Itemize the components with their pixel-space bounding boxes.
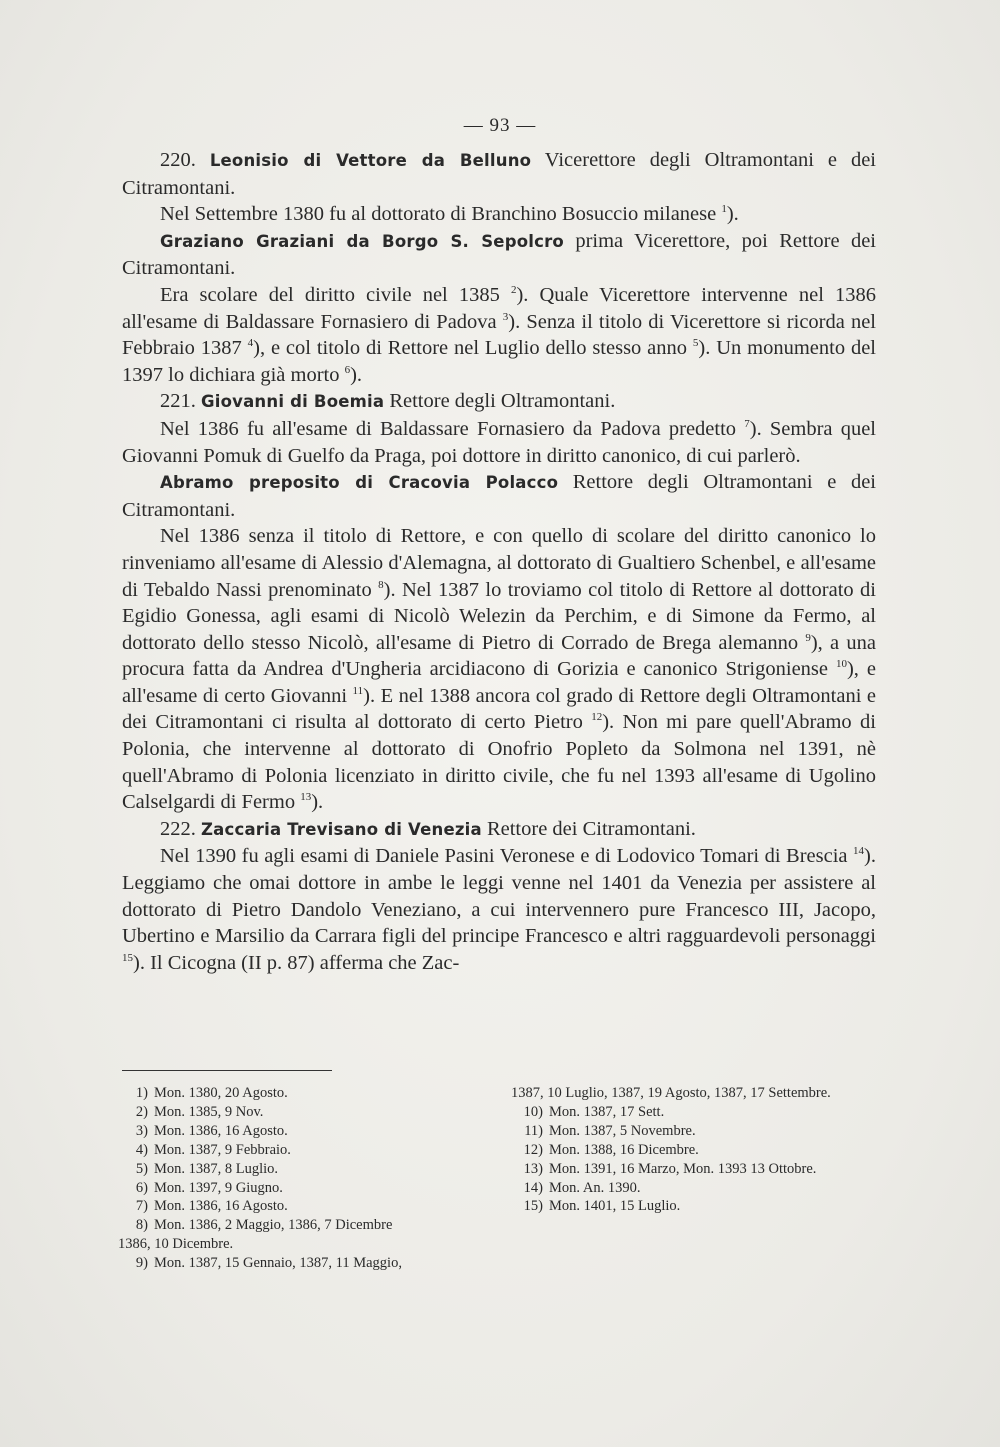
paragraph bbox=[122, 147, 876, 201]
paragraph-text: ). bbox=[726, 203, 739, 226]
paragraph-text: Rettore dei Citramontani. bbox=[481, 817, 696, 840]
footnote-number: 8) bbox=[135, 1217, 148, 1234]
paragraph-text: ). bbox=[350, 363, 363, 386]
body-text bbox=[122, 147, 876, 976]
footnote-number: 7) bbox=[135, 1198, 148, 1215]
footnote-ref: 6 bbox=[344, 363, 351, 376]
footnote-ref: 15 bbox=[122, 951, 133, 964]
paragraph-text: Nel 1386 senza il titolo di Rettore, e con quello di scolare del diritto canonico lo rinveniamo all'esame di Alessio d'Alemagna, al dottorato di Gualtiero Schenbel, e all'esame di Tebaldo Nassi prenominato bbox=[122, 525, 876, 601]
footnote-text: Mon. 1387, 9 Febbraio. bbox=[154, 1141, 291, 1158]
paragraph bbox=[122, 843, 876, 976]
paragraph-text: ), a una procura fatta da Andrea d'Ungheria arcidiacono di Gorizia e canonico Strigoniense bbox=[122, 631, 876, 681]
paragraph-text: ). E nel 1388 ancora col grado di Rettore degli Oltramontani e dei Citramontani ci risulta al dottorato di certo Pietro bbox=[122, 684, 876, 734]
footnote-number: 9) bbox=[135, 1255, 148, 1272]
paragraph-text: Nel 1390 fu agli esami di Daniele Pasini Veronese e di Lodovico Tomari di Brescia bbox=[160, 845, 854, 868]
footnote-text: Mon. 1391, 16 Marzo, Mon. 1393 13 Ottobre. bbox=[549, 1160, 817, 1177]
footnote bbox=[511, 1141, 873, 1160]
footnote-number: 1) bbox=[135, 1085, 148, 1101]
footnote-number: 5) bbox=[135, 1160, 148, 1177]
page-number: — 93 — bbox=[463, 115, 537, 136]
paragraph-text: 222. bbox=[160, 817, 201, 840]
footnote-text: Mon. 1397, 9 Giugno. bbox=[154, 1179, 283, 1196]
paragraph-text: ). Un monumento del 1397 lo dichiara già morto bbox=[122, 337, 877, 386]
footnote-number: 4) bbox=[135, 1141, 148, 1158]
footnote-ref: 13 bbox=[300, 791, 312, 804]
person-name: Graziano Graziani da Borgo S. Sepolcro bbox=[160, 231, 564, 251]
footnote-ref: 11 bbox=[352, 685, 364, 698]
paragraph-text: ). bbox=[311, 791, 324, 814]
footnote bbox=[118, 1160, 490, 1179]
footnote-divider bbox=[122, 1070, 332, 1071]
footnote-text: 1387, 10 Luglio, 1387, 19 Agosto, 1387, 17 Settembre. bbox=[511, 1085, 831, 1101]
footnote-ref: 3 bbox=[502, 310, 509, 323]
footnote-number: 3) bbox=[135, 1122, 148, 1139]
paragraph bbox=[122, 228, 876, 282]
footnote-text: Mon. 1386, 16 Agosto. bbox=[154, 1122, 288, 1139]
footnote bbox=[511, 1197, 873, 1216]
paragraph-text: Vicerettore degli Oltramontani e dei Citramontani. bbox=[122, 149, 876, 199]
footnote-text: Mon. 1380, 20 Agosto. bbox=[154, 1085, 288, 1101]
paragraph bbox=[122, 469, 876, 523]
footnote bbox=[511, 1179, 873, 1198]
paragraph-text: 220. bbox=[160, 149, 210, 171]
paragraph bbox=[122, 282, 876, 388]
footnote-number: 13) bbox=[523, 1160, 543, 1177]
footnote-text: Mon. 1387, 15 Gennaio, 1387, 11 Maggio, bbox=[154, 1255, 402, 1272]
paragraph bbox=[122, 816, 876, 844]
footnote bbox=[118, 1141, 490, 1160]
footnote bbox=[118, 1103, 490, 1122]
footnotes-right-column bbox=[511, 1084, 873, 1216]
footnote-text: 1386, 10 Dicembre. bbox=[118, 1236, 234, 1253]
footnote-ref: 1 bbox=[721, 203, 727, 216]
footnote-number: 2) bbox=[135, 1103, 148, 1120]
footnote-text: Mon. 1387, 8 Luglio. bbox=[154, 1160, 279, 1177]
footnote-text: Mon. 1387, 17 Sett. bbox=[549, 1103, 665, 1120]
footnote-ref: 4 bbox=[247, 337, 254, 350]
paragraph-text: prima Vicerettore, poi Rettore dei Citramontani. bbox=[122, 229, 876, 280]
paragraph-text: Rettore degli Oltramontani. bbox=[384, 390, 616, 413]
footnote-number: 10) bbox=[523, 1103, 543, 1120]
footnote bbox=[118, 1254, 490, 1273]
footnote-ref: 10 bbox=[835, 658, 847, 671]
paragraph-text: Nel Settembre 1380 fu al dottorato di Branchino Bosuccio milanese bbox=[160, 203, 722, 226]
paragraph-text: ). Sembra quel Giovanni Pomuk di Guelfo da Praga, poi dottore in diritto canonico, di cui parlerò. bbox=[122, 417, 876, 467]
person-name: Leonisio di Vettore da Belluno bbox=[209, 151, 532, 170]
footnote-text: Mon. 1401, 15 Luglio. bbox=[549, 1198, 681, 1215]
footnote-ref: 7 bbox=[744, 418, 750, 431]
footnote-text: Mon. 1385, 9 Nov. bbox=[154, 1103, 264, 1120]
footnote-number: 11) bbox=[524, 1122, 543, 1139]
footnote bbox=[511, 1160, 873, 1179]
footnote-text: Mon. 1387, 5 Novembre. bbox=[549, 1122, 696, 1139]
paragraph-text: ). Il Cicogna (II p. 87) afferma che Zac- bbox=[133, 951, 460, 974]
footnote-number: 6) bbox=[135, 1179, 148, 1196]
footnote bbox=[118, 1084, 490, 1103]
footnote-number: 12) bbox=[523, 1141, 543, 1158]
paragraph-text: ), e all'esame di certo Giovanni bbox=[122, 658, 876, 707]
footnotes-left-column bbox=[118, 1084, 490, 1273]
footnote-ref: 9 bbox=[805, 631, 811, 644]
footnote bbox=[118, 1122, 490, 1141]
paragraph bbox=[122, 416, 876, 469]
paragraph-text: ). Senza il titolo di Vicerettore si ricorda nel Febbraio 1387 bbox=[122, 310, 876, 360]
footnote-ref: 14 bbox=[853, 845, 865, 858]
footnote-number: 14) bbox=[523, 1179, 543, 1196]
paragraph-text: Nel 1386 fu all'esame di Baldassare Fornasiero da Padova predetto bbox=[160, 417, 745, 440]
footnote-ref: 2 bbox=[510, 284, 517, 297]
footnote-ref: 12 bbox=[591, 711, 603, 724]
footnote bbox=[118, 1197, 490, 1216]
paragraph-text: ). Nel 1387 lo troviamo col titolo di Rettore al dottorato di Egidio Gonessa, agli esami di Nicolò Welezin da Perchim, e di Simone da Fermo, al dottorato dello stesso Nicolò, all'esame di Pietro di Corrado de Brega alemanno bbox=[122, 578, 876, 654]
footnote-text: Mon. 1388, 16 Dicembre. bbox=[549, 1141, 699, 1158]
person-name: Zaccaria Trevisano di Venezia bbox=[201, 819, 482, 839]
paragraph-text: ), e col titolo di Rettore nel Luglio dello stesso anno bbox=[253, 337, 693, 360]
paragraph-text: ). Quale Vicerettore intervenne nel 1386 all'esame di Baldassare Fornasiero di Padova bbox=[122, 283, 876, 333]
footnote bbox=[511, 1103, 873, 1122]
paragraph-text: ). Leggiamo che omai dottore in ambe le leggi venne nel 1401 da Venezia per assistere al dottorato di Pietro Dandolo Veneziano, a cui intervennero pure Francesco III, Jacopo, Ubertino e Marsilio da Carrara figli del principe Francesco e altri ragguardevoli personaggi bbox=[122, 845, 876, 948]
person-name: Abramo preposito di Cracovia Polacco bbox=[160, 473, 559, 493]
paragraph bbox=[122, 388, 876, 416]
paragraph-text: ). Non mi pare quell'Abramo di Polonia, che intervenne al dottorato di Onofrio Popleto da Solmona nel 1391, nè quell'Abramo di Polonia licenziato in diritto civile, che fu nel 1393 all'esame di Ugolino Calselgardi di Fermo bbox=[122, 711, 876, 814]
footnote bbox=[118, 1179, 490, 1198]
footnote-number: 15) bbox=[523, 1198, 543, 1215]
footnote-text: Mon. 1386, 2 Maggio, 1386, 7 Dicembre bbox=[154, 1217, 393, 1234]
person-name: Giovanni di Boemia bbox=[201, 392, 385, 412]
footnote bbox=[118, 1216, 490, 1235]
paragraph bbox=[122, 201, 876, 228]
footnote bbox=[118, 1235, 490, 1254]
paragraph bbox=[122, 523, 876, 816]
paragraph-text: Era scolare del diritto civile nel 1385 bbox=[160, 283, 511, 306]
paragraph-text: 221. bbox=[160, 390, 201, 413]
footnote-text: Mon. An. 1390. bbox=[549, 1179, 641, 1196]
footnote bbox=[511, 1122, 873, 1141]
footnote bbox=[511, 1084, 873, 1103]
paragraph-text: Rettore degli Oltramontani e dei Citramontani. bbox=[122, 471, 877, 521]
footnote-text: Mon. 1386, 16 Agosto. bbox=[154, 1198, 288, 1215]
footnote-ref: 8 bbox=[378, 578, 384, 591]
footnote-ref: 5 bbox=[692, 337, 699, 350]
